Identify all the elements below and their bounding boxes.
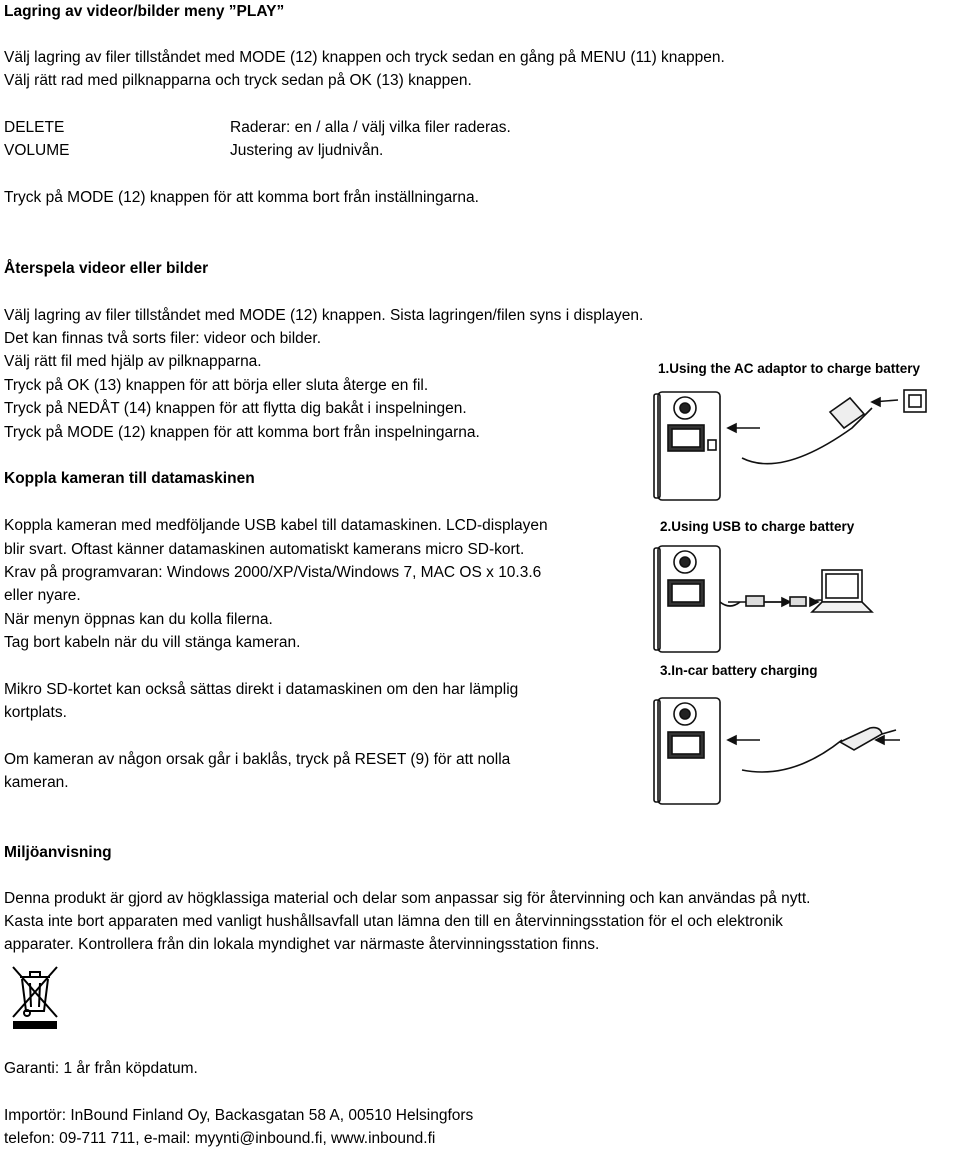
paragraph-line: Välj lagring av filer tillståndet med MODE (12) knappen. Sista lagringen/filen syns i displayen. [4, 307, 644, 324]
paragraph-line: När menyn öppnas kan du kolla filerna. [4, 611, 273, 628]
paragraph-line: Tryck på OK (13) knappen för att börja eller sluta återge en fil. [4, 377, 429, 394]
paragraph-line: blir svart. Oftast känner datamaskinen automatiskt kamerans micro SD-kort. [4, 541, 525, 558]
section-title-play-menu: Lagring av videor/bilder meny ”PLAY” [4, 3, 285, 20]
paragraph-line: Denna produkt är gjord av högklassiga material och delar som anpassar sig för återvinning och kan användas på nytt. [4, 890, 811, 907]
figure-caption-usb: 2.Using USB to charge battery [660, 519, 855, 534]
section-title-connect-computer: Koppla kameran till datamaskinen [4, 470, 255, 487]
section-title-playback: Återspela videor eller bilder [4, 260, 209, 277]
paragraph-line: Välj lagring av filer tillståndet med MODE (12) knappen och tryck sedan en gång på MENU (11) knappen. [4, 49, 725, 66]
paragraph-line: Om kameran av någon orsak går i baklås, tryck på RESET (9) för att nolla [4, 751, 511, 768]
option-key-delete: DELETE [4, 119, 65, 136]
paragraph-line: eller nyare. [4, 587, 81, 604]
paragraph-line: Det kan finnas två sorts filer: videor och bilder. [4, 330, 322, 347]
section-title-environment: Miljöanvisning [4, 844, 112, 861]
weee-recycling-bin-icon [8, 963, 62, 1031]
camera-usb-charging-illustration [650, 540, 950, 655]
contact-text: telefon: 09-711 711, e-mail: myynti@inbound.fi, www.inbound.fi [4, 1130, 436, 1147]
paragraph-line: apparater. Kontrollera från din lokala myndighet var närmaste återvinningsstation finns. [4, 936, 600, 953]
paragraph-line: Mikro SD-kortet kan också sättas direkt i datamaskinen om den har lämplig [4, 681, 519, 698]
figure-caption-car: 3.In-car battery charging [660, 663, 818, 678]
paragraph-line: Krav på programvaran: Windows 2000/XP/Vista/Windows 7, MAC OS x 10.3.6 [4, 564, 542, 581]
paragraph-line: Koppla kameran med medföljande USB kabel till datamaskinen. LCD-displayen [4, 517, 548, 534]
paragraph-line: Tryck på NEDÅT (14) knappen för att flytta dig bakåt i inspelningen. [4, 400, 467, 417]
option-key-volume: VOLUME [4, 142, 70, 159]
paragraph-line: Tag bort kabeln när du vill stänga kameran. [4, 634, 301, 651]
option-desc-volume: Justering av ljudnivån. [230, 142, 384, 159]
camera-car-charging-illustration [650, 690, 950, 808]
figure-caption-ac: 1.Using the AC adaptor to charge battery [658, 361, 921, 376]
paragraph-line: Välj rätt rad med pilknapparna och tryck sedan på OK (13) knappen. [4, 72, 472, 89]
paragraph-line: kameran. [4, 774, 69, 791]
importer-text: Importör: InBound Finland Oy, Backasgatan 58 A, 00510 Helsingfors [4, 1107, 474, 1124]
paragraph-line: Tryck på MODE (12) knappen för att komma bort från inställningarna. [4, 189, 479, 206]
paragraph-line: kortplats. [4, 704, 67, 721]
warranty-text: Garanti: 1 år från köpdatum. [4, 1060, 198, 1077]
option-desc-delete: Raderar: en / alla / välj vilka filer raderas. [230, 119, 511, 136]
camera-ac-charging-illustration [650, 380, 950, 505]
paragraph-line: Välj rätt fil med hjälp av pilknapparna. [4, 353, 262, 370]
paragraph-line: Tryck på MODE (12) knappen för att komma bort från inspelningarna. [4, 424, 480, 441]
paragraph-line: Kasta inte bort apparaten med vanligt hushållsavfall utan lämna den till en återvinningsstation för el och elektronik [4, 913, 783, 930]
